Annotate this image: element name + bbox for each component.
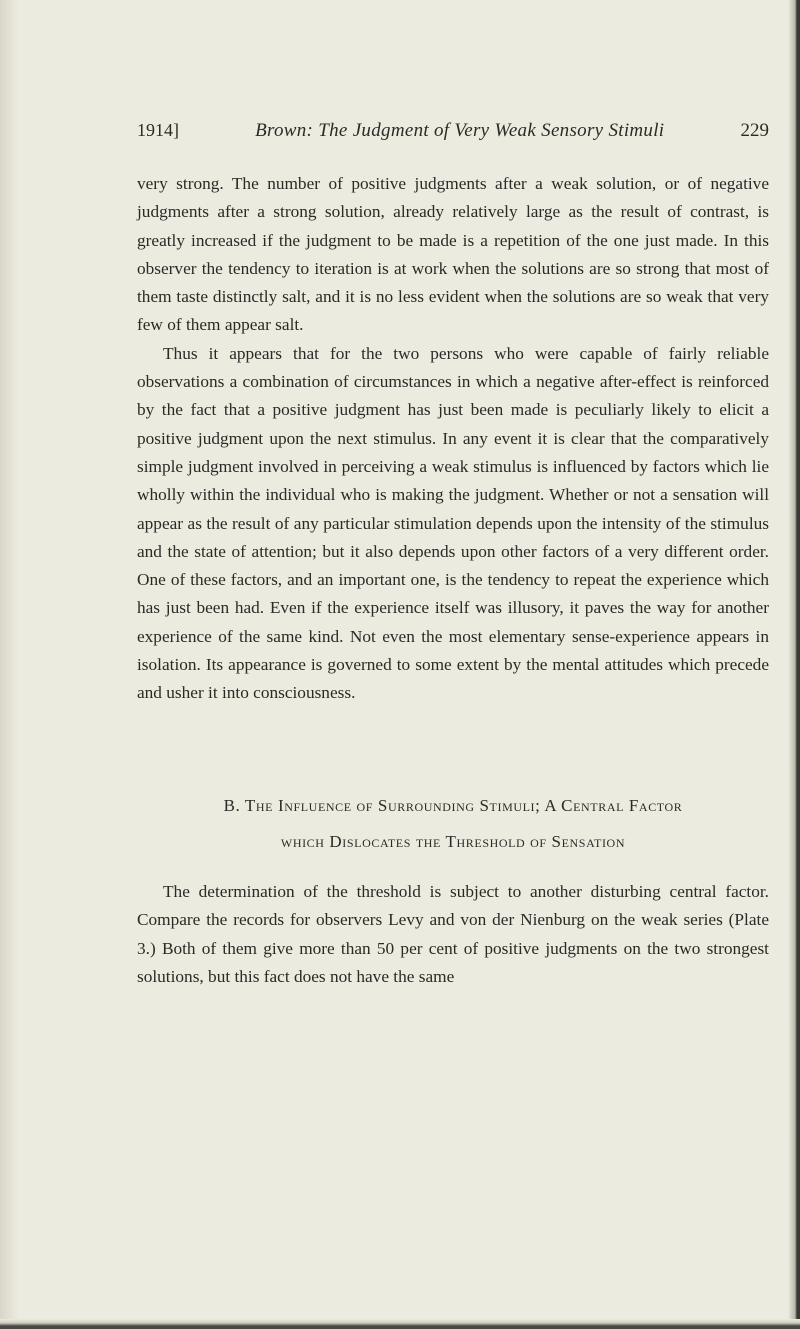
header-running-title: Brown: The Judgment of Very Weak Sensory Stimuli bbox=[255, 120, 665, 141]
paragraph-thus-it-appears: Thus it appears that for the two persons who were capable of fairly reliable observations a combination of circumstances in which a negative after-effect is reinforced by the fact that a positive judgment has just been made is peculiarly likely to elicit a positive judgment upon the next stimulus. In any event it is clear that the comparatively simple judgment involved in perceiving a weak stimulus is influenced by factors which lie wholly within the individual who is making the judgment. Whether or not a sensation will appear as the result of any particular stimulation depends upon the intensity of the stimulus and the state of attention; but it also depends upon other factors of a very different order. One of these factors, and an important one, is the tendency to repeat the experience which has just been had. Even if the experience itself was illusory, it paves the way for another experience of the same kind. Not even the most elementary sense-experience appears in isolation. Its appearance is governed to some extent by the mental attitudes which precede and usher it into consciousness. bbox=[137, 343, 769, 703]
paragraph-continued: very strong. The number of positive judgments after a weak solution, or of negative judgments after a strong solution, already relatively large as the result of contrast, is greatly increased if the judgment to be made is a repetition of the one just made. In this observer the tendency to iteration is at work when the solutions are so strong that most of them taste distinctly salt, and it is no less evident when the solutions are so weak that very few of them appear salt. bbox=[137, 174, 769, 335]
section-heading bbox=[137, 788, 769, 860]
body-text-section bbox=[137, 878, 769, 991]
page-edge-right bbox=[788, 0, 800, 1329]
page-edge-bottom bbox=[0, 1319, 800, 1329]
running-header bbox=[137, 120, 769, 150]
page-edge-left bbox=[0, 0, 18, 1329]
section-heading-line-1: B. The Influence of Surrounding Stimuli; A Central Factor bbox=[223, 796, 683, 815]
section-heading-line-2: which Dislocates the Threshold of Sensation bbox=[280, 832, 626, 851]
body-text-top bbox=[137, 170, 769, 708]
page-number: 229 bbox=[740, 120, 769, 141]
paragraph-threshold: The determination of the threshold is subject to another disturbing central factor. Compare the records for observers Levy and von der Nienburg on the weak series (Plate 3.) Both of them give more than 50 per cent of positive judgments on the two strongest solutions, but this fact does not have the same bbox=[137, 882, 769, 986]
header-year: 1914] bbox=[137, 120, 179, 140]
